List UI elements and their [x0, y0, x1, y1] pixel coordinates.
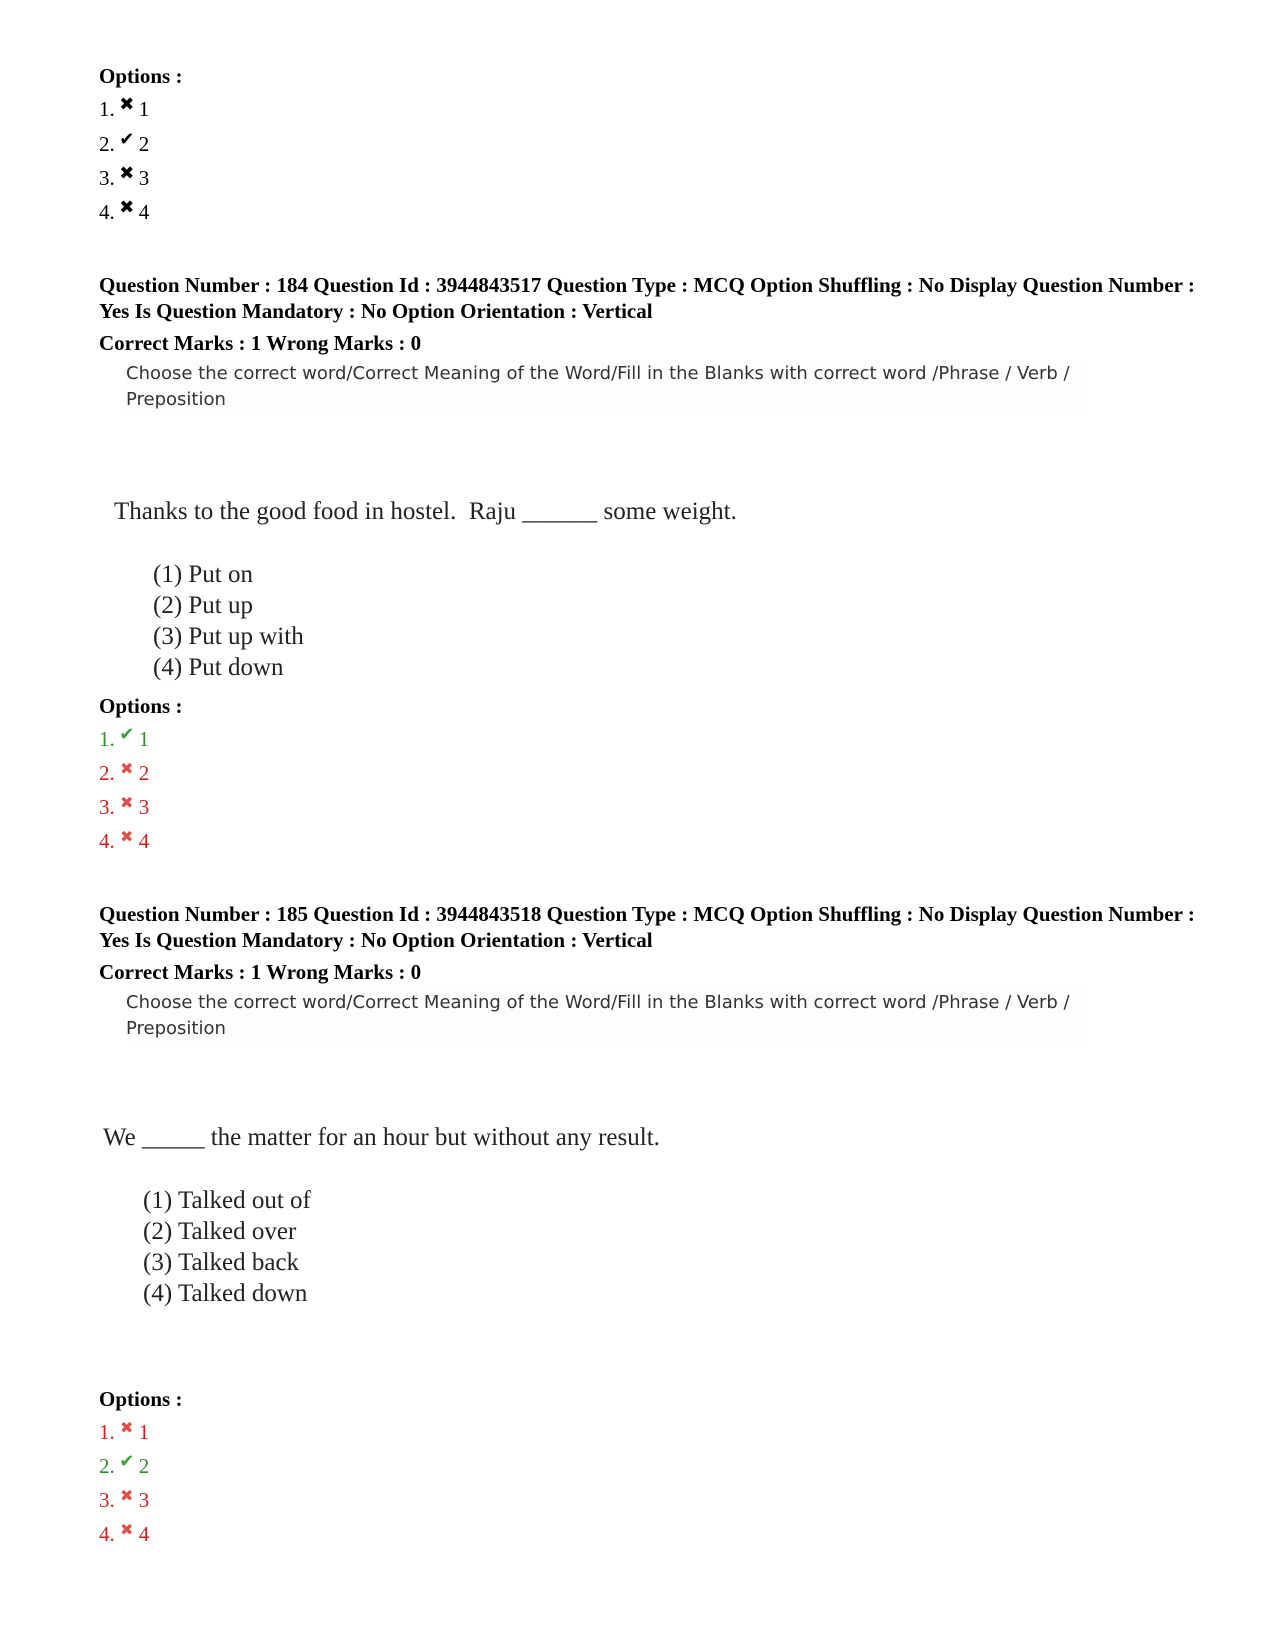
option-2: 2. ✔ 2	[99, 1451, 150, 1478]
option-1: 1. ✖ 1	[99, 1420, 149, 1447]
check-icon: ✔	[119, 724, 135, 744]
options-label: Options :	[99, 1387, 183, 1411]
question-marks: Correct Marks : 1 Wrong Marks : 0	[99, 960, 422, 984]
option-3: 3. ✖ 3	[99, 795, 149, 822]
option-3: 3. ✖ 3	[99, 163, 150, 190]
question-header: Question Number : 184 Question Id : 3944843517 Question Type : MCQ Option Shuffling : No Display Question Number : Yes Is Question Mandatory : No Option Orientation : Vertical	[99, 273, 1195, 323]
option-1: 1. ✔ 1	[99, 724, 150, 751]
answer-choice-4: (4) Put down	[153, 654, 284, 681]
question-instruction: Choose the correct word/Correct Meaning of the Word/Fill in the Blanks with correct word /Phrase / Verb / Preposition	[126, 990, 1086, 1042]
cross-icon: ✖	[119, 197, 135, 217]
question-text: We _____ the matter for an hour but without any result.	[103, 1124, 660, 1151]
option-4: 4. ✖ 4	[99, 829, 149, 856]
check-icon: ✔	[119, 129, 135, 149]
cross-icon: ✖	[119, 94, 135, 114]
cross-icon: ✖	[120, 1420, 134, 1437]
option-2: 2. ✔ 2	[99, 129, 150, 156]
cross-icon: ✖	[120, 829, 134, 846]
option-3: 3. ✖ 3	[99, 1488, 149, 1515]
answer-choice-2: (2) Talked over	[143, 1218, 297, 1245]
options-label: Options :	[99, 694, 183, 718]
question-header: Question Number : 185 Question Id : 3944843518 Question Type : MCQ Option Shuffling : No Display Question Number : Yes Is Question Mandatory : No Option Orientation : Vertical	[99, 902, 1195, 952]
option-1: 1. ✖ 1	[99, 94, 150, 121]
options-label: Options :	[99, 64, 183, 88]
cross-icon: ✖	[120, 1522, 134, 1539]
question-marks: Correct Marks : 1 Wrong Marks : 0	[99, 331, 422, 355]
answer-choice-4: (4) Talked down	[143, 1280, 308, 1307]
cross-icon: ✖	[120, 795, 134, 812]
question-text: Thanks to the good food in hostel. Raju ______ some weight.	[114, 498, 737, 525]
option-4: 4. ✖ 4	[99, 197, 150, 224]
option-2: 2. ✖ 2	[99, 761, 149, 788]
answer-choice-3: (3) Talked back	[143, 1249, 300, 1276]
cross-icon: ✖	[119, 163, 135, 183]
question-instruction: Choose the correct word/Correct Meaning of the Word/Fill in the Blanks with correct word /Phrase / Verb / Preposition	[126, 361, 1086, 413]
cross-icon: ✖	[120, 761, 134, 778]
answer-choice-1: (1) Talked out of	[143, 1187, 311, 1214]
check-icon: ✔	[119, 1451, 135, 1471]
cross-icon: ✖	[120, 1488, 134, 1505]
answer-choice-1: (1) Put on	[153, 561, 253, 588]
answer-choice-3: (3) Put up with	[153, 623, 304, 650]
answer-choice-2: (2) Put up	[153, 592, 253, 619]
option-4: 4. ✖ 4	[99, 1522, 149, 1549]
